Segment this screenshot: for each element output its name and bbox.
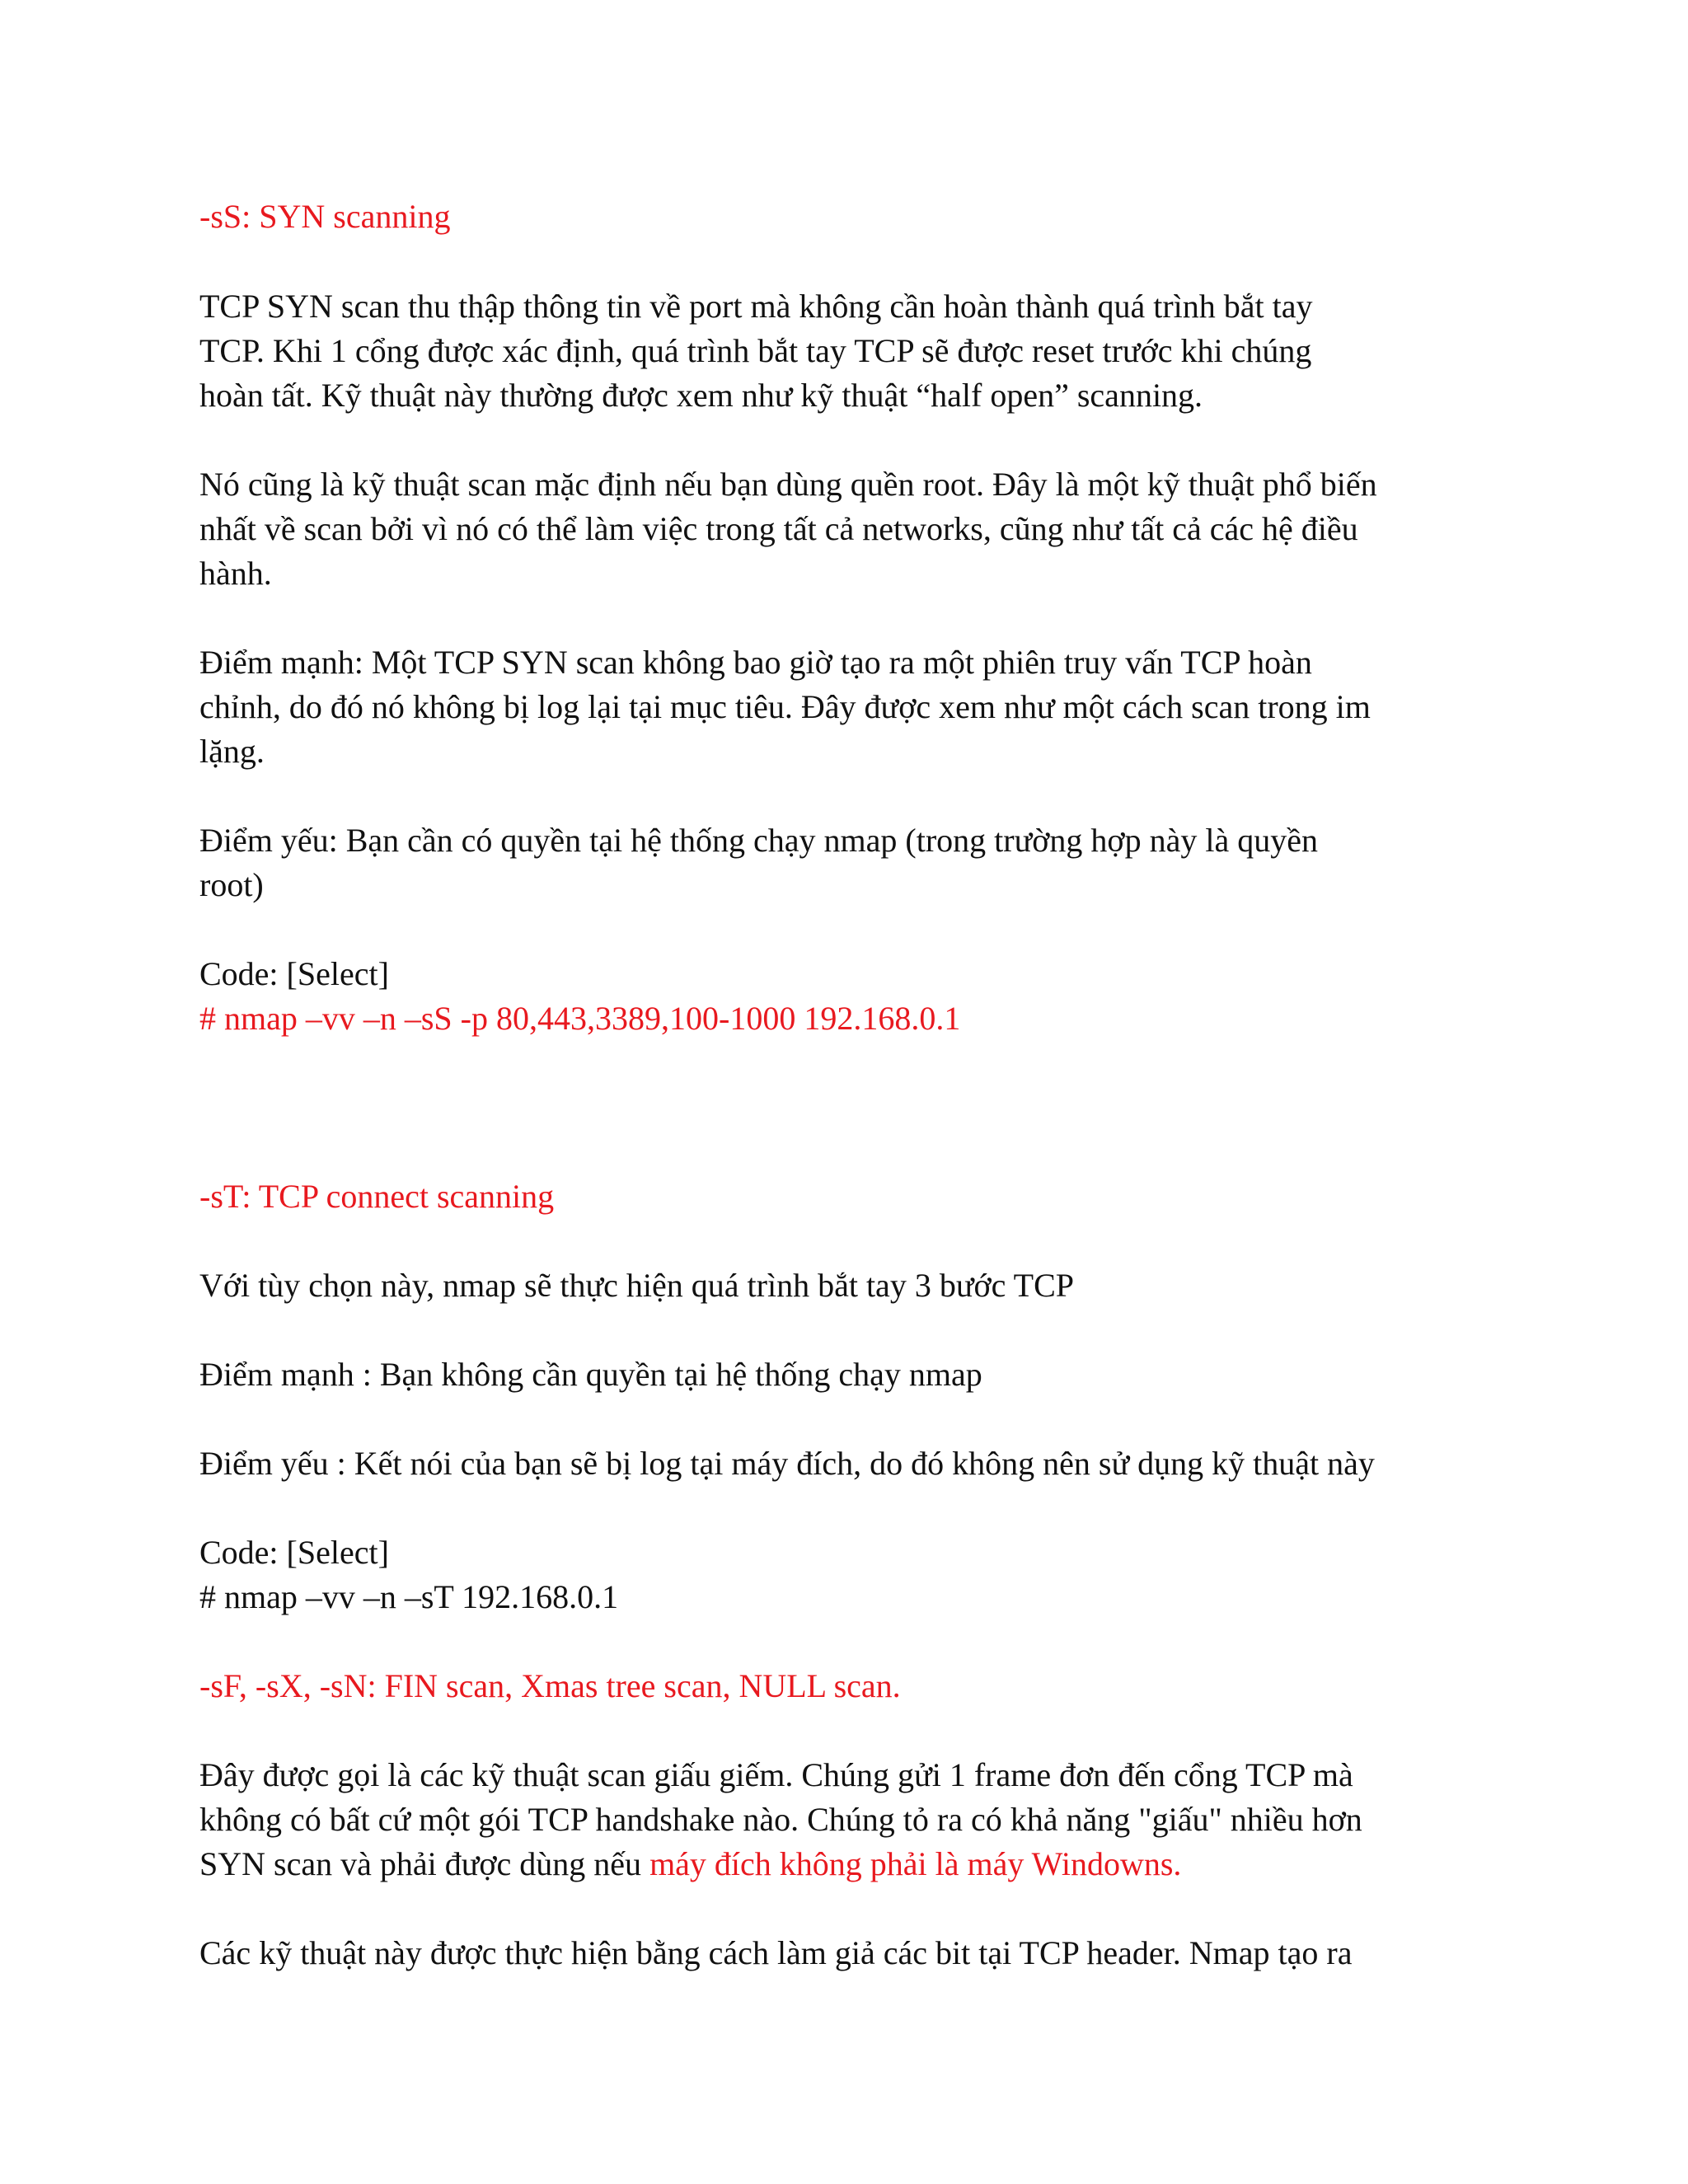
paragraph-line: Điểm mạnh: Một TCP SYN scan không bao giờ tạo ra một phiên truy vấn TCP hoàn <box>199 644 1312 681</box>
section-heading-tcp-connect: -sT: TCP connect scanning <box>199 1178 555 1215</box>
code-command: # nmap –vv –n –sT 192.168.0.1 <box>199 1578 619 1615</box>
highlighted-text: máy đích không phải là máy Windowns. <box>649 1845 1182 1882</box>
paragraph-line: hành. <box>199 555 272 592</box>
paragraph-line: Các kỹ thuật này được thực hiện bằng cách làm giả các bit tại TCP header. Nmap tạo ra <box>199 1934 1353 1971</box>
section-heading-stealth-scans: -sF, -sX, -sN: FIN scan, Xmas tree scan, NULL scan. <box>199 1667 901 1704</box>
paragraph-line: chỉnh, do đó nó không bị log lại tại mục tiêu. Đây được xem như một cách scan trong im <box>199 688 1371 725</box>
paragraph-line: Đây được gọi là các kỹ thuật scan giấu giếm. Chúng gửi 1 frame đơn đến cổng TCP mà <box>199 1756 1353 1793</box>
paragraph-line <box>199 1842 1181 1886</box>
paragraph-line: Điểm yếu : Kết nói của bạn sẽ bị log tại máy đích, do đó không nên sử dụng kỹ thuật này <box>199 1445 1375 1482</box>
paragraph-line: Điểm yếu: Bạn cần có quyền tại hệ thống chạy nmap (trong trường hợp này là quyền <box>199 822 1318 859</box>
paragraph-line: TCP. Khi 1 cổng được xác định, quá trình bắt tay TCP sẽ được reset trước khi chúng <box>199 332 1312 369</box>
paragraph-line: hoàn tất. Kỹ thuật này thường được xem như kỹ thuật “half open” scanning. <box>199 377 1203 414</box>
paragraph-line: lặng. <box>199 733 265 770</box>
paragraph-text: SYN scan và phải được dùng nếu <box>199 1845 650 1882</box>
paragraph-line: TCP SYN scan thu thập thông tin về port mà không cần hoàn thành quá trình bắt tay <box>199 288 1313 325</box>
code-command: # nmap –vv –n –sS -p 80,443,3389,100-1000 192.168.0.1 <box>199 1000 961 1037</box>
section-heading-syn-scan: -sS: SYN scanning <box>199 198 451 235</box>
paragraph-line: nhất về scan bởi vì nó có thể làm việc trong tất cả networks, cũng như tất cả các hệ điều <box>199 510 1358 547</box>
paragraph-line: không có bất cứ một gói TCP handshake nào. Chúng tỏ ra có khả năng "giấu" nhiều hơn <box>199 1801 1362 1838</box>
code-label: Code: [Select] <box>199 955 389 992</box>
paragraph-line: Với tùy chọn này, nmap sẽ thực hiện quá trình bắt tay 3 bước TCP <box>199 1267 1075 1304</box>
paragraph-line: Điểm mạnh : Bạn không cần quyền tại hệ thống chạy nmap <box>199 1356 982 1393</box>
paragraph-line: root) <box>199 866 264 903</box>
paragraph-line: Nó cũng là kỹ thuật scan mặc định nếu bạn dùng quền root. Đây là một kỹ thuật phổ biến <box>199 466 1377 503</box>
code-label: Code: [Select] <box>199 1534 389 1571</box>
